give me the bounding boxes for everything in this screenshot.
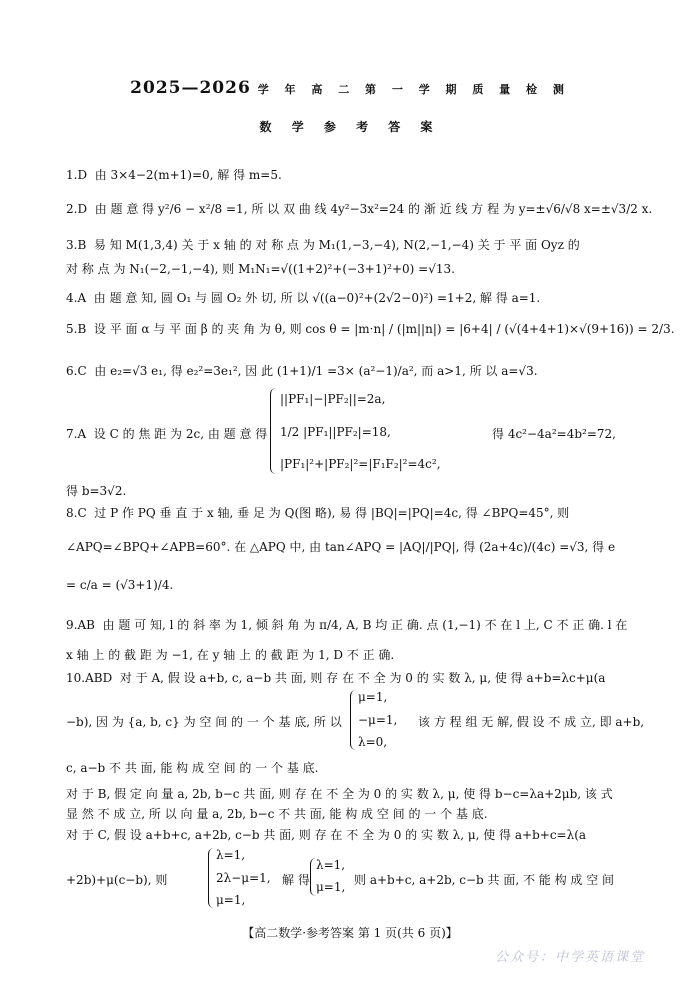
answer-explanation: 由 3×4−2(m+1)=0, 解 得 m=5. [94, 168, 282, 182]
answer-2 [66, 200, 652, 217]
answer-choice: B [77, 322, 87, 336]
answer-7 [66, 425, 267, 442]
system-eq-1: ||PF₁|−|PF₂||=2a, [280, 392, 386, 406]
answer-9 [66, 616, 627, 633]
answer-choice: AB [77, 618, 95, 632]
question-number: 9. [66, 618, 78, 632]
exam-title-rest: 学 年 高 二 第 一 学 期 质 量 检 测 [257, 83, 570, 96]
answer-choice: D [77, 202, 88, 216]
solve-label: 解 得 [282, 873, 310, 887]
question-number: 6. [66, 364, 78, 378]
answer-3 [66, 236, 580, 253]
exam-subtitle: 数 学 参 考 答 案 [259, 120, 441, 134]
answer-explanation: 由 e₂=√3 e₁, 得 e₂²=3e₁², 因 此 (1+1)/1 =3× (a²−1)/a², 而 a>1, 所 以 a=√3. [94, 364, 538, 378]
system-eq-2: 2λ−μ=1, [216, 871, 271, 885]
answer-6 [66, 362, 538, 379]
answer-explanation: 设 C 的 焦 距 为 2c, 由 题 意 得 [93, 427, 268, 441]
page-footer: 【高二数学·参考答案 第 1 页(共 6 页)】 [242, 926, 458, 940]
answer-choice: B [77, 238, 87, 252]
question-number: 2. [66, 202, 78, 216]
question-number: 3. [66, 238, 78, 252]
question-number: 1. [66, 168, 78, 182]
equation-brace [208, 848, 215, 908]
answer-8-line-2: ∠APQ=∠BPQ+∠APB=60°. 在 △APQ 中, 由 tan∠APQ = |AQ|/|PQ|, 得 (2a+4c)/(4c) =√3, 得 e [66, 540, 616, 554]
answer-choice: C [77, 364, 87, 378]
answer-explanation: 由 题 可 知, l 的 斜 率 为 1, 倾 斜 角 为 π/4, A, B 均 正 确. 点 (1,−1) 不 在 l 上, C 不 正 确. l 在 [102, 618, 628, 632]
system-eq-3: μ=1, [216, 893, 246, 907]
answer-10-result-2: 则 a+b+c, a+2b, c−b 共 面, 不 能 构 成 空 间 [354, 873, 615, 887]
system-eq-1: μ=1, [358, 690, 388, 704]
answer-3-line-2: 对 称 点 为 N₁(−2,−1,−4), 则 M₁N₁=√((1+2)²+(−3+1)²+0) =√13. [66, 262, 455, 276]
answer-explanation: 过 P 作 PQ 垂 直 于 x 轴, 垂 足 为 Q(图 略), 易 得 |BQ|=|PQ|=4c, 得 ∠BPQ=45°, 则 [94, 506, 570, 520]
answer-10-line-3: c, a−b 不 共 面, 能 构 成 空 间 的 一 个 基 底. [66, 761, 319, 775]
question-number: 5. [66, 322, 78, 336]
answer-8 [66, 504, 569, 521]
system-eq-2: −μ=1, [358, 713, 398, 727]
question-number: 4. [66, 291, 78, 305]
answer-explanation: 由 题 意 知, 圆 O₁ 与 圆 O₂ 外 切, 所 以 √((a−0)²+(2√2−0)²) =1+2, 解 得 a=1. [93, 291, 541, 305]
answer-choice: C [77, 506, 87, 520]
question-number: 7. [66, 427, 78, 441]
answer-choice: ABD [85, 671, 113, 685]
answer-5 [66, 320, 675, 337]
system-eq-3: |PF₁|²+|PF₂|²=|F₁F₂|²=4c², [280, 457, 441, 471]
answer-7-line-2: 得 b=3√2. [66, 484, 127, 498]
answer-choice: A [77, 427, 87, 441]
system-eq-2: μ=1, [316, 880, 346, 894]
equation-brace [270, 388, 277, 474]
answer-7-result: 得 4c²−4a²=4b²=72, [492, 427, 616, 441]
answer-explanation: 由 题 意 得 y²/6 − x²/8 =1, 所 以 双 曲 线 4y²−3x²=24 的 渐 近 线 方 程 为 y=±√6/√8 x=±√3/2 x. [94, 202, 653, 216]
answer-9-line-2: x 轴 上 的 截 距 为 −1, 在 y 轴 上 的 截 距 为 1, D 不 正 确. [66, 648, 395, 662]
system-eq-1: λ=1, [316, 858, 346, 872]
answer-4 [66, 289, 540, 306]
equation-brace [350, 690, 357, 750]
answer-10-line-2: −b), 因 为 {a, b, c} 为 空 间 的 一 个 基 底, 所 以 [66, 715, 342, 729]
answer-10-line-4: 对 于 B, 假 定 向 量 a, 2b, b−c 共 面, 则 存 在 不 全 为 0 的 实 数 λ, μ, 使 得 b−c=λa+2μb, 该 式 [66, 787, 613, 801]
answer-explanation: 易 知 M(1,3,4) 关 于 x 轴 的 对 称 点 为 M₁(1,−3,−4), N(2,−1,−4) 关 于 平 面 Oyz 的 [93, 238, 580, 252]
system-eq-1: λ=1, [216, 848, 246, 862]
answer-10-line-6: 对 于 C, 假 设 a+b+c, a+2b, c−b 共 面, 则 存 在 不 全 为 0 的 实 数 λ, μ, 使 得 a+b+c=λ(a [66, 828, 587, 842]
system-eq-2: 1/2 |PF₁||PF₂|=18, [280, 425, 391, 439]
question-number: 10. [66, 671, 86, 685]
question-number: 8. [66, 506, 78, 520]
answer-explanation: 设 平 面 α 与 平 面 β 的 夹 角 为 θ, 则 cos θ = |m·n| / (|m||n|) = |6+4| / (√(4+4+1)×√(9+16)) = 2/3. [93, 322, 675, 336]
exam-year: 2025—2026 [130, 78, 251, 98]
answer-10-line-7: +2b)+μ(c−b), 则 [66, 873, 168, 887]
exam-title [0, 78, 700, 98]
answer-10-result: 该 方 程 组 无 解, 假 设 不 成 立, 即 a+b, [418, 715, 645, 729]
system-eq-3: λ=0, [358, 735, 388, 749]
watermark: 公众号：中学英语课堂 [495, 950, 646, 965]
answer-choice: D [77, 168, 88, 182]
answer-10 [66, 669, 605, 686]
answer-explanation: 对 于 A, 假 设 a+b, c, a−b 共 面, 则 存 在 不 全 为 0 的 实 数 λ, μ, 使 得 a+b=λc+μ(a [119, 671, 606, 685]
answer-choice: A [77, 291, 87, 305]
answer-10-line-5: 显 然 不 成 立, 所 以 向 量 a, 2b, b−c 不 共 面, 能 构 成 空 间 的 一 个 基 底. [66, 807, 488, 821]
answer-8-line-3: = c/a = (√3+1)/4. [66, 578, 174, 592]
answer-1 [66, 166, 282, 183]
